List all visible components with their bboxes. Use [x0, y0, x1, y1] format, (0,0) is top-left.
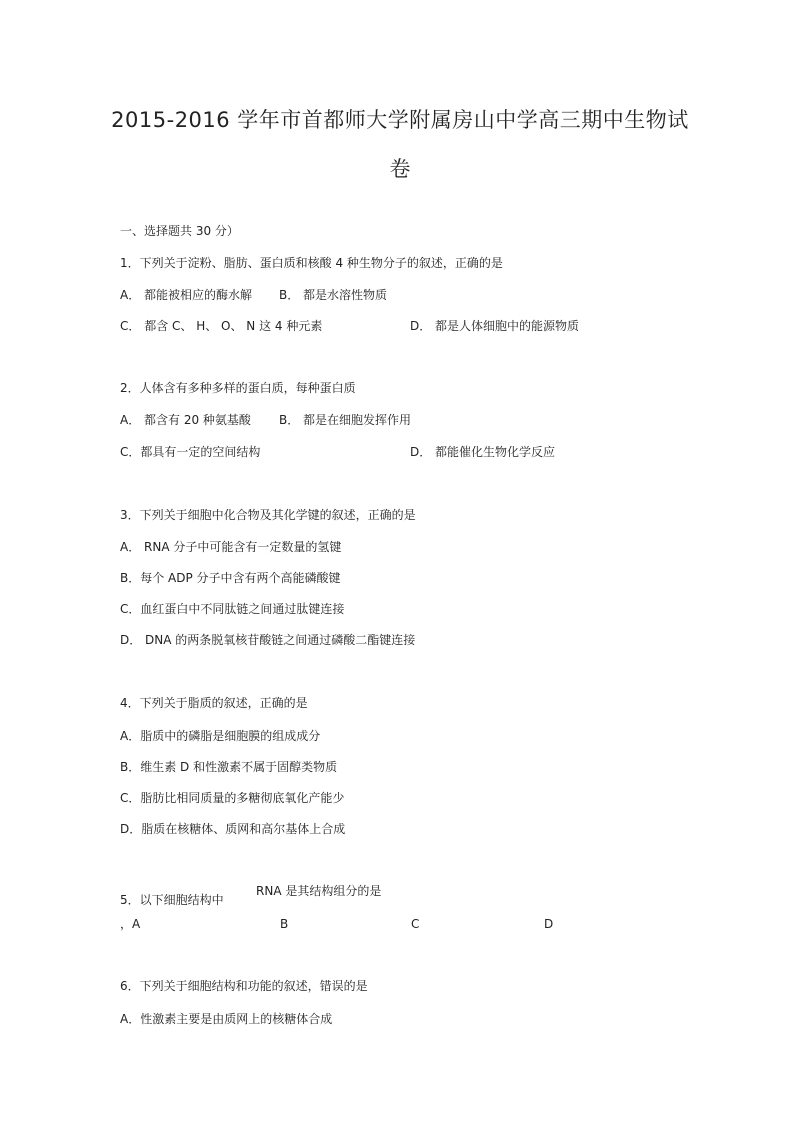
- question-2-option-b: B． 都是在细胞发挥作用: [279, 413, 412, 427]
- question-2-option-d: D． 都能催化生物化学反应: [410, 445, 556, 459]
- question-4-option-c: C．脂肪比相同质量的多糖彻底氧化产能少: [120, 791, 345, 805]
- question-5-option-b: B: [280, 917, 289, 931]
- question-1-option-d: D． 都是人体细胞中的能源物质: [410, 319, 580, 333]
- question-3-option-b: B．每个 ADP 分子中含有两个高能磷酸键: [120, 571, 341, 585]
- question-4-option-a: A．脂质中的磷脂是细胞膜的组成成分: [120, 729, 321, 743]
- paper-title-line-2: 卷: [389, 157, 411, 181]
- question-3-option-a: A． RNA 分子中可能含有一定数量的氢键: [120, 540, 342, 554]
- question-5-option-d: D: [544, 917, 554, 931]
- question-2-option-c: C．都具有一定的空间结构: [120, 445, 261, 459]
- question-2-stem: 2．人体含有多种多样的蛋白质，每种蛋白质: [120, 381, 356, 395]
- question-5-stem-part-1: 5．以下细胞结构中: [120, 893, 224, 907]
- question-5-option-a: ，A: [120, 917, 141, 931]
- question-6-option-a: A．性激素主要是由质网上的核糖体合成: [120, 1012, 333, 1026]
- question-5-option-c: C: [411, 917, 420, 931]
- question-5-stem-part-2: RNA 是其结构组分的是: [256, 884, 382, 898]
- question-4-stem: 4．下列关于脂质的叙述，正确的是: [120, 696, 308, 710]
- section-heading: 一、选择题共 30 分）: [120, 224, 239, 238]
- question-4-option-d: D．脂质在核糖体、质网和高尔基体上合成: [120, 822, 346, 836]
- question-1-option-b: B． 都是水溶性物质: [279, 288, 388, 302]
- question-3-option-c: C．血红蛋白中不同肽链之间通过肽键连接: [120, 602, 345, 616]
- question-1-option-a: A． 都能被相应的酶水解: [120, 288, 253, 302]
- question-1-option-c: C． 都含 C、 H、 O、 N 这 4 种元素: [120, 319, 323, 333]
- question-3-option-d: D． DNA 的两条脱氧核苷酸链之间通过磷酸二酯键连接: [120, 633, 416, 647]
- question-2-option-a: A． 都含有 20 种氨基酸: [120, 413, 251, 427]
- question-1-stem: 1．下列关于淀粉、脂肪、蛋白质和核酸 4 种生物分子的叙述，正确的是: [120, 256, 503, 270]
- question-6-stem: 6．下列关于细胞结构和功能的叙述，错误的是: [120, 979, 368, 993]
- paper-title-line-1: 2015-2016 学年市首都师大学附属房山中学高三期中生物试: [111, 108, 689, 132]
- question-4-option-b: B．维生素 D 和性激素不属于固醇类物质: [120, 760, 338, 774]
- question-3-stem: 3．下列关于细胞中化合物及其化学键的叙述，正确的是: [120, 508, 416, 522]
